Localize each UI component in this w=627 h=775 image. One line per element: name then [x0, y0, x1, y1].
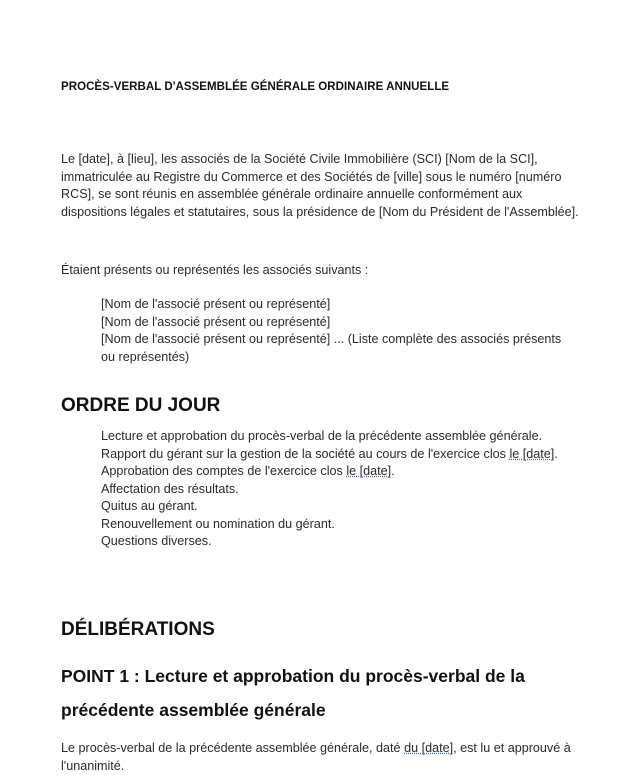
- deliberations-heading: DÉLIBÉRATIONS: [61, 619, 215, 640]
- present-list: [101, 296, 571, 366]
- spellcheck-underline: le [date]: [509, 446, 555, 461]
- agenda-list: [101, 428, 571, 551]
- agenda-item: Lecture et approbation du procès-verbal de la précédente assemblée générale.: [101, 429, 543, 443]
- document-title: PROCÈS-VERBAL D'ASSEMBLÉE GÉNÉRALE ORDINAIRE ANNUELLE: [61, 81, 450, 93]
- agenda-item: Affectation des résultats.: [101, 481, 239, 496]
- present-list-item: [Nom de l'associé présent ou représenté]: [101, 297, 331, 311]
- point1-text: Le procès-verbal de la précédente assemblée générale, daté du [date], est lu et approuvé à l'unanimité.: [61, 741, 571, 773]
- agenda-item: Quitus au gérant.: [101, 499, 198, 513]
- present-list-item: [Nom de l'associé présent ou représenté] ... (Liste complète des associés présents ou représentés): [101, 332, 562, 364]
- agenda-heading: ORDRE DU JOUR: [61, 395, 221, 416]
- present-intro: Étaient présents ou représentés les associés suivants :: [61, 263, 369, 277]
- point1-heading: POINT 1 : Lecture et approbation du procès-verbal de la précédente assemblée générale: [61, 666, 525, 720]
- agenda-item: Approbation des comptes de l'exercice clos le [date].: [101, 464, 395, 478]
- agenda-item: Renouvellement ou nomination du gérant.: [101, 516, 335, 531]
- agenda-item: Questions diverses.: [101, 534, 212, 548]
- spellcheck-underline: du [date]: [404, 741, 454, 755]
- agenda-item: Rapport du gérant sur la gestion de la société au cours de l'exercice clos le [date].: [101, 446, 558, 461]
- intro-paragraph: Le [date], à [lieu], les associés de la Société Civile Immobilière (SCI) [Nom de la SCI], immatriculée au Registre du Commerce et des Sociétés de [ville] sous le numéro [numéro RCS], se sont réunis en assemblée générale ordinaire annuelle conformément aux dispositions légales et statutaires, sous la présidence de [Nom du Président de l'Assemblée].: [61, 152, 579, 219]
- spellcheck-underline: le [date]: [346, 464, 392, 478]
- present-list-item: [Nom de l'associé présent ou représenté]: [101, 314, 331, 329]
